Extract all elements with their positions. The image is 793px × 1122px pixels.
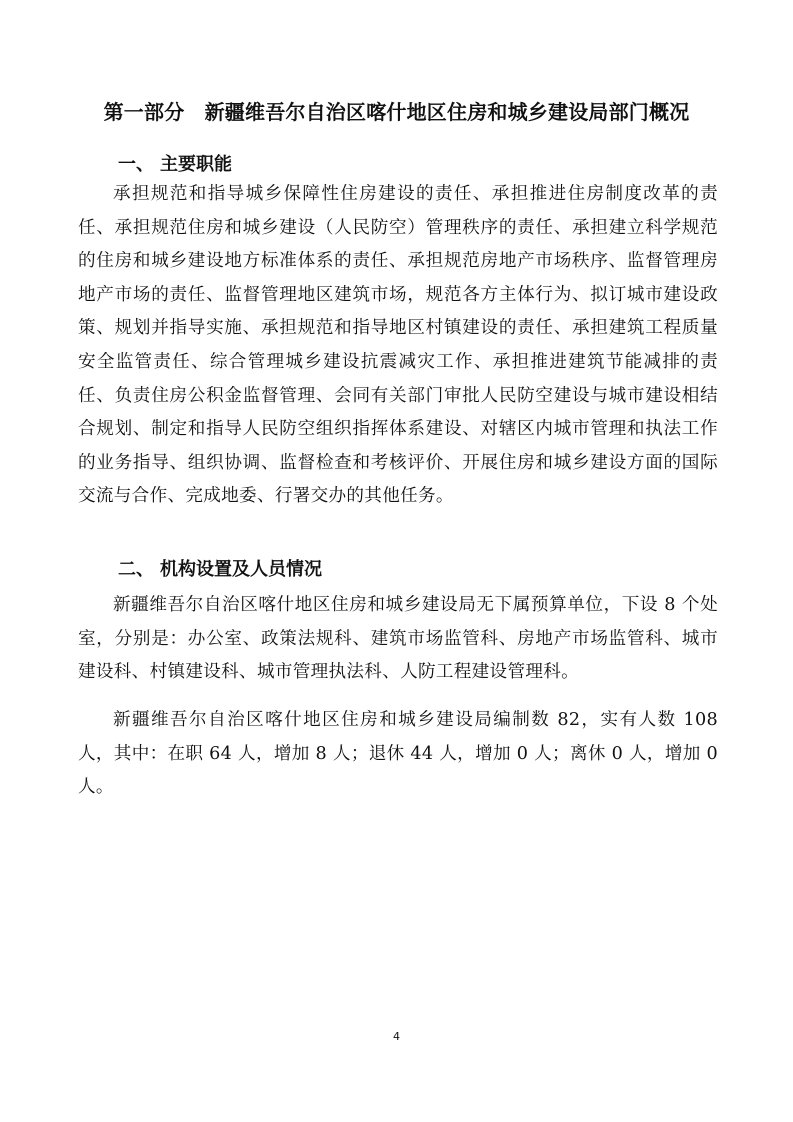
paragraph-staffing: 新疆维吾尔自治区喀什地区住房和城乡建设局编制数 82，实有人数 108 人，其中：在职 64 人，增加 8 人；退休 44 人，增加 0 人；离休 0 人，增加 0 人。	[78, 710, 718, 798]
section-number: 一、	[118, 154, 154, 175]
section-heading-organization	[118, 555, 322, 581]
page-title: 第一部分 新疆维吾尔自治区喀什地区住房和城乡建设局部门概况	[103, 100, 690, 124]
paragraph-organization: 新疆维吾尔自治区喀什地区住房和城乡建设局无下属预算单位，下设 8 个处室，分别是：办公室、政策法规科、建筑市场监管科、房地产市场监管科、城市建设科、村镇建设科、城市管理执法科、人防工程建设管理科。	[78, 595, 718, 683]
section-number: 二、	[118, 559, 154, 580]
section-title: 机构设置及人员情况	[160, 559, 322, 580]
paragraph-main-functions: 承担规范和指导城乡保障性住房建设的责任、承担推进住房制度改革的责任、承担规范住房和城乡建设（人民防空）管理秩序的责任、承担建立科学规范的住房和城乡建设地方标准体系的责任、承担规范房地产市场秩序、监督管理房地产市场的责任、监督管理地区建筑市场，规范各方主体行为、拟订城市建设政策、规划并指导实施、承担规范和指导地区村镇建设的责任、承担建筑工程质量安全监管责任、综合管理城乡建设抗震减灾工作、承担推进建筑节能减排的责任、负责住房公积金监督管理、会同有关部门审批人民防空建设与城市建设相结合规划、制定和指导人民防空组织指挥体系建设、对辖区内城市管理和执法工作的业务指导、组织协调、监督检查和考核评价、开展住房和城乡建设方面的国际交流与合作、完成地委、行署交办的其他任务。	[78, 184, 718, 507]
page-number: 4	[393, 1030, 400, 1043]
section-title: 主要职能	[160, 154, 232, 175]
section-heading-main-functions	[118, 150, 232, 176]
